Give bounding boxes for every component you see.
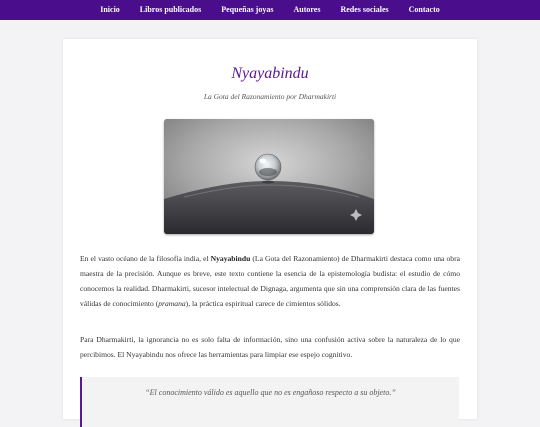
nav-contacto[interactable]: Contacto (408, 5, 440, 14)
top-navigation (0, 0, 540, 20)
quote-text: “El conocimiento válido es aquello que no es engañoso respecto a su objeto.” (145, 388, 396, 397)
nav-libros-publicados[interactable]: Libros publicados (139, 5, 202, 14)
article-card (63, 39, 477, 419)
intro-paragraph: En el vasto océano de la filosofía india, el Nyayabindu (La Gota del Razonamiento) de Dharmakirti destaca como una obra maestra de la precisión. Aunque es breve, este texto contiene la esencia de la epistemología budista: el estudio de cómo conocemos la realidad. Dharmakirti, sucesor intelectual de Dignaga, argumenta que sin una comprensión clara de las fuentes válidas de conocimiento (pramana), la práctica espiritual carece de cimientos sólidos. (80, 254, 460, 308)
nav-redes-sociales[interactable]: Redes sociales (340, 5, 389, 14)
water-drop-illustration (164, 119, 374, 234)
pull-quote (80, 377, 459, 427)
article-subtitle: La Gota del Razonamiento por Dharmakirti (203, 92, 337, 101)
second-paragraph: Para Dharmakirti, la ignorancia no es solo falta de información, sino una confusión activa sobre la naturaleza de lo que percibimos. El Nyayabindu nos ofrece las herramientas para limpiar ese espejo cognitivo. (80, 335, 460, 359)
pramana-italic: pramana (158, 299, 186, 308)
nav-inicio[interactable]: Inicio (100, 5, 120, 14)
nav-pequenas-joyas[interactable]: Pequeñas joyas (221, 5, 274, 14)
nyayabindu-bold: Nyayabindu (210, 254, 251, 263)
article-title: Nyayabindu (231, 65, 309, 82)
nav-autores[interactable]: Autores (293, 5, 321, 14)
hero-image-water-drop (164, 119, 374, 234)
